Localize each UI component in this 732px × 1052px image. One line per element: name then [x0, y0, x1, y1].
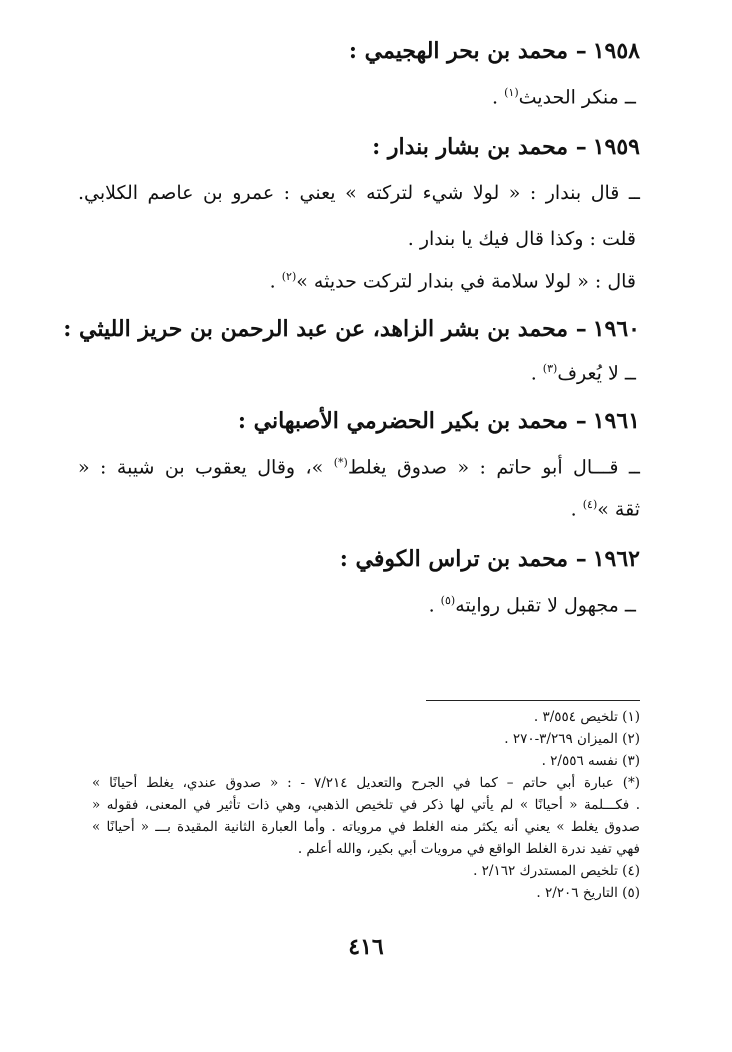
entry-title: – محمد بن بشر الزاهد، عن عبد الرحمن بن حريز الليثي : [63, 316, 587, 342]
entry-heading-1958 [349, 38, 640, 64]
entry-line: ــ مجهول لا تقبل روايته$^{(٥)}$ . [428, 594, 636, 617]
entry-line: ــ منكر الحديث$^{(١)}$ . [492, 86, 636, 109]
footnote-5: (٥) التاريخ ٢/٢٠٦ . [536, 885, 640, 901]
entry-number: ١٩٦٠ [592, 316, 640, 342]
entry-line: قال : « لولا سلامة في بندار لتركت حديثه »$^{(٢)}$ . [269, 270, 636, 293]
footnote-3: (٣) نفسه ٢/٥٥٦ . [541, 753, 640, 769]
footnote-4: (٤) تلخيص المستدرك ٢/١٦٢ . [473, 863, 640, 879]
entry-heading-1962 [340, 546, 640, 572]
footnote-star-line-4: فهي تفيد ندرة الغلط الواقع في مرويات أبي بكير، والله أعلم . [297, 841, 640, 857]
footnote-1: (١) تلخيص ٣/٥٥٤ . [533, 709, 640, 725]
entry-heading-1959 [372, 134, 640, 160]
entry-number: ١٩٥٨ [592, 38, 640, 64]
entry-heading-1960 [63, 316, 640, 342]
entry-number: ١٩٦١ [592, 408, 640, 434]
entry-number: ١٩٦٢ [592, 546, 640, 572]
entry-title: – محمد بن بكير الحضرمي الأصبهاني : [237, 408, 587, 434]
entry-line: قلت : وكذا قال فيك يا بندار . [407, 228, 636, 250]
footnote-2: (٢) الميزان ٣/٢٦٩-٢٧٠ . [504, 731, 640, 747]
entry-line: ــ قال بندار : « لولا شيء لتركته » يعني : عمرو بن عاصم الكلابي. [78, 182, 640, 204]
footnote-star-line-3: صدوق يغلط » يعني أنه يكثر منه الغلط في مروياته . وأما العبارة الثانية المقيدة بـــ « أحيانًا » [92, 819, 640, 835]
page-number: ٤١٦ [348, 934, 384, 960]
footnote-star-line-2: . فكـــلمة « أحيانًا » لم يأتي لها ذكر في تلخيص الذهبي، وهي ذات تأثير في المعنى، فقوله « [92, 797, 640, 813]
entry-line: ــ لا يُعرف$^{(٣)}$ . [530, 362, 636, 385]
entry-title: – محمد بن بحر الهجيمي : [348, 38, 587, 64]
entry-line: ــ قـــال أبو حاتم : « صدوق يغلط(*) »، وقال يعقوب بن شيبة : « [78, 456, 640, 479]
entry-line: ثقة »$^{(٤)}$ . [570, 498, 640, 521]
entry-number: ١٩٥٩ [592, 134, 640, 160]
entry-title: – محمد بن بشار بندار : [372, 134, 587, 160]
footnote-separator [426, 700, 640, 701]
entry-title: – محمد بن تراس الكوفي : [339, 546, 587, 572]
footnote-star-line-1: (*) عبارة أبي حاتم – كما في الجرح والتعديل ٧/٢١٤ - : « صدوق عندي، يغلط أحيانًا » [92, 775, 640, 791]
entry-heading-1961 [238, 408, 640, 434]
